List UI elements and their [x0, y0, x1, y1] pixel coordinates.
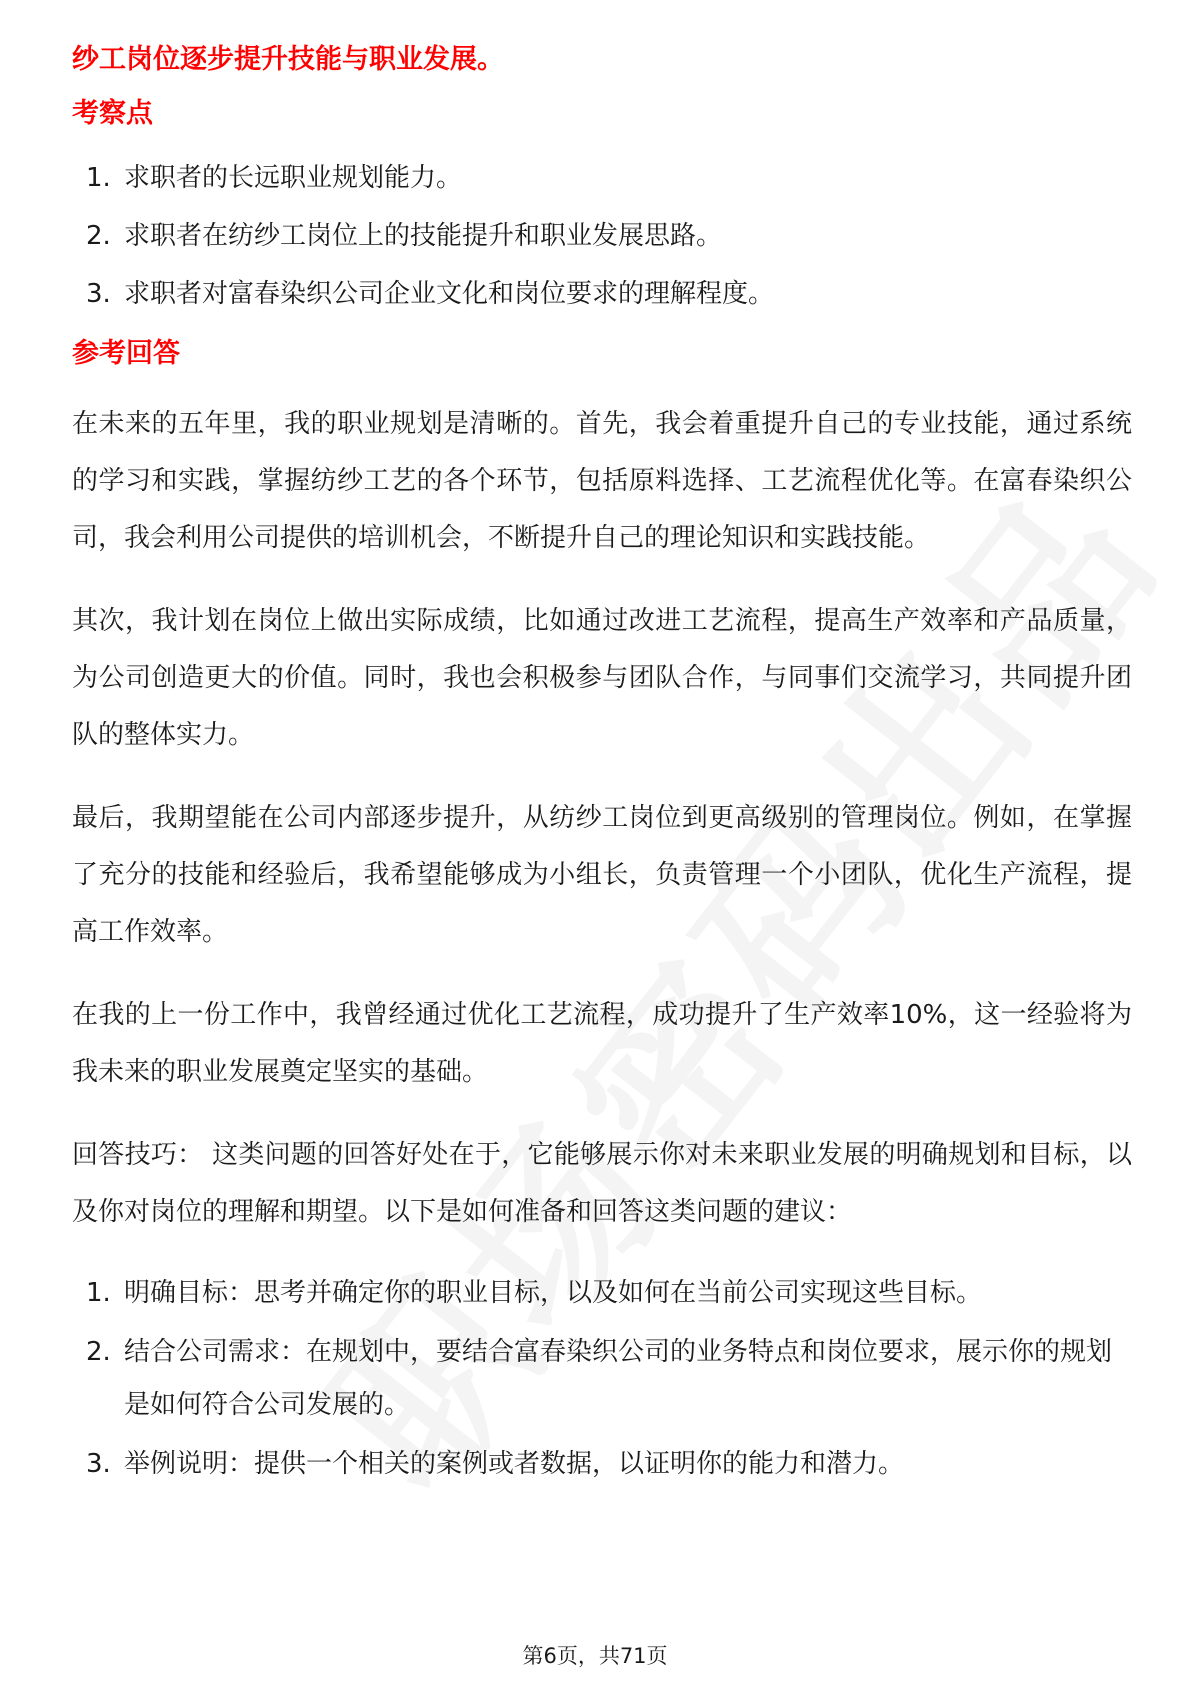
list-item-text: 明确目标：思考并确定你的职业目标，以及如何在当前公司实现这些目标。 — [124, 1278, 983, 1308]
list-item-number: 3. — [86, 1449, 111, 1479]
exam-points-list — [72, 156, 1132, 316]
list-item-number: 3. — [86, 279, 111, 309]
answer-paragraph: 其次，我计划在岗位上做出实际成绩，比如通过改进工艺流程，提高生产效率和产品质量，为公司创造更大的价值。同时，我也会积极参与团队合作，与同事们交流学习，共同提升团队的整体实力。 — [72, 606, 1132, 750]
list-item-text: 结合公司需求：在规划中，要结合富春染织公司的业务特点和岗位要求，展示你的规划是如何符合公司发展的。 — [124, 1337, 1113, 1420]
answer-paragraph: 在未来的五年里，我的职业规划是清晰的。首先，我会着重提升自己的专业技能，通过系统的学习和实践，掌握纺纱工艺的各个环节，包括原料选择、工艺流程优化等。在富春染织公司，我会利用公司提供的培训机会，不断提升自己的理论知识和实践技能。 — [72, 409, 1132, 553]
page-title: 纱工岗位逐步提升技能与职业发展。 — [72, 44, 504, 75]
reference-answer-heading: 参考回答 — [72, 338, 180, 369]
list-item — [72, 272, 1132, 316]
exam-points-heading: 考察点 — [72, 98, 153, 129]
list-item-text: 求职者在纺纱工岗位上的技能提升和职业发展思路。 — [124, 221, 723, 251]
list-item-number: 2. — [86, 221, 111, 251]
answer-paragraph: 最后，我期望能在公司内部逐步提升，从纺纱工岗位到更高级别的管理岗位。例如，在掌握了充分的技能和经验后，我希望能够成为小组长，负责管理一个小团队，优化生产流程，提高工作效率。 — [72, 803, 1132, 947]
list-item-number: 2. — [86, 1337, 111, 1367]
list-item-text: 求职者对富春染织公司企业文化和岗位要求的理解程度。 — [124, 279, 775, 309]
list-item — [72, 1326, 1132, 1432]
tips-list — [72, 1267, 1132, 1491]
page-number-footer: 第6页，共71页 — [522, 1644, 668, 1668]
list-item — [72, 1438, 1132, 1491]
answer-paragraph: 在我的上一份工作中，我曾经通过优化工艺流程，成功提升了生产效率10%，这一经验将为我未来的职业发展奠定坚实的基础。 — [72, 1000, 1132, 1087]
page-content — [72, 40, 1132, 1497]
list-item-number: 1. — [86, 1278, 111, 1308]
list-item — [72, 1267, 1132, 1320]
list-item — [72, 214, 1132, 258]
answer-tips-paragraph: 回答技巧： 这类问题的回答好处在于，它能够展示你对未来职业发展的明确规划和目标，以及你对岗位的理解和期望。以下是如何准备和回答这类问题的建议： — [72, 1140, 1132, 1227]
list-item-text: 求职者的长远职业规划能力。 — [124, 163, 463, 193]
list-item — [72, 156, 1132, 200]
list-item-number: 1. — [86, 163, 111, 193]
list-item-text: 举例说明：提供一个相关的案例或者数据，以证明你的能力和潜力。 — [124, 1449, 905, 1479]
